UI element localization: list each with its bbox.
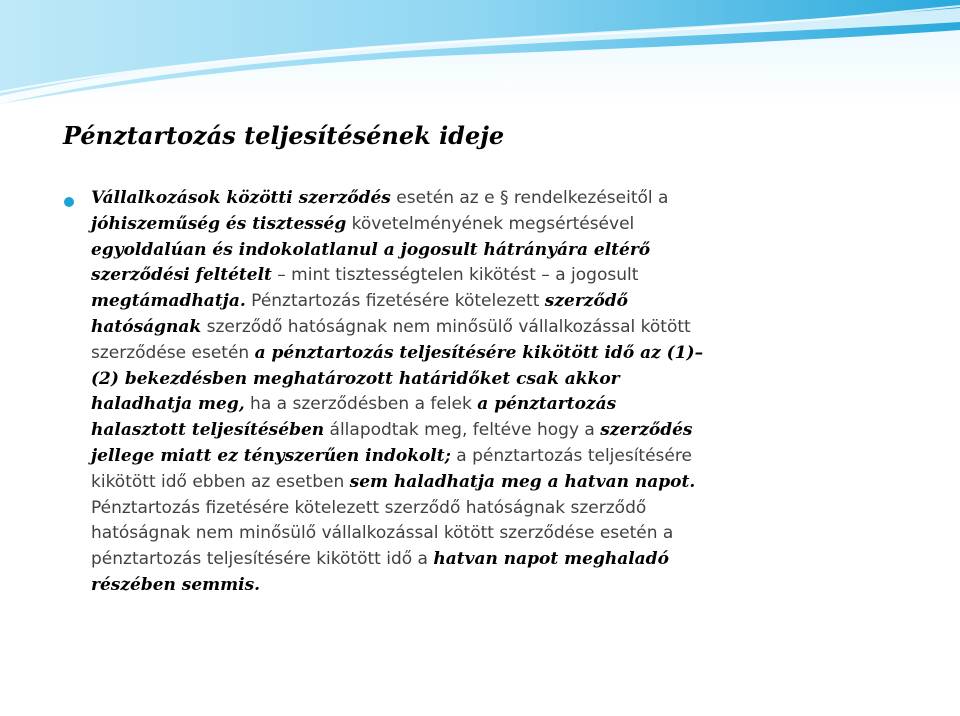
- emphasis-text: a pénztartozás: [477, 394, 617, 415]
- paragraph-line: [91, 496, 871, 522]
- header-banner-graphic: [0, 0, 960, 108]
- emphasis-text: jellege miatt ez tényszerűen indokolt;: [91, 445, 451, 466]
- emphasis-text: megtámadhatja.: [91, 291, 246, 312]
- body-text-run: kikötött idő ebben az esetben: [91, 471, 350, 492]
- paragraph-line: [91, 418, 871, 444]
- paragraph-line: [91, 470, 871, 496]
- paragraph-line: [91, 573, 871, 599]
- body-text-run: pénztartozás teljesítésére kikötött idő a: [91, 549, 434, 570]
- body-text-run: Pénztartozás fizetésére kötelezett: [245, 291, 545, 312]
- emphasis-text: szerződés: [600, 420, 693, 441]
- emphasis-text: hatóságnak: [91, 316, 202, 337]
- emphasis-text: jóhiszeműség és tisztesség: [91, 213, 347, 234]
- emphasis-text: Vállalkozások közötti szerződés: [91, 188, 391, 208]
- paragraph-line: [91, 212, 871, 238]
- paragraph-line: [91, 392, 871, 418]
- body-text-run: Pénztartozás fizetésére kötelezett szerződő hatóságnak szerződő: [91, 497, 647, 518]
- emphasis-text: a pénztartozás teljesítésére kikötött idő az (1)–: [254, 342, 704, 363]
- body-text-run: állapodtak meg, feltéve hogy a: [324, 420, 601, 441]
- emphasis-text: halasztott teljesítésében: [91, 420, 325, 441]
- paragraph-line: [91, 367, 871, 393]
- bullet-paragraph: [91, 186, 871, 599]
- paragraph-line: [91, 547, 871, 573]
- paragraph-line: [91, 238, 871, 264]
- body-text-run: követelményének megsértésével: [346, 213, 635, 234]
- paragraph-line: [91, 263, 871, 289]
- emphasis-text: hatvan napot meghaladó: [433, 549, 669, 570]
- emphasis-text: (2) bekezdésben meghatározott határidőket csak akkor: [91, 368, 620, 389]
- paragraph-line: [91, 186, 871, 212]
- emphasis-text: szerződő: [544, 291, 629, 312]
- body-text-run: szerződése esetén: [91, 342, 255, 363]
- body-text-run: – mint tisztességtelen kikötést – a jogosult: [271, 265, 639, 286]
- emphasis-text: egyoldalúan és indokolatlanul a jogosult hátrányára eltérő: [91, 239, 651, 260]
- paragraph-line: [91, 341, 871, 367]
- slide-title: Pénztartozás teljesítésének ideje: [63, 121, 505, 150]
- body-text-run: hatóságnak nem minősülő vállalkozással kötött szerződése esetén a: [91, 523, 674, 544]
- paragraph-line: [91, 289, 871, 315]
- paragraph-line: [91, 315, 871, 341]
- paragraph-line: [91, 521, 871, 547]
- body-text-run: ha a szerződésben a felek: [244, 394, 478, 415]
- emphasis-text: haladhatja meg,: [91, 394, 245, 415]
- body-text-run: szerződő hatóságnak nem minősülő vállalkozással kötött: [201, 316, 691, 337]
- body-text-run: esetén az e § rendelkezéseitől a: [390, 188, 669, 208]
- paragraph-line: [91, 444, 871, 470]
- bullet-icon: [64, 197, 74, 207]
- emphasis-text: részében semmis.: [91, 574, 261, 595]
- header-banner: [0, 0, 960, 108]
- emphasis-text: sem haladhatja meg a hatvan napot.: [349, 471, 696, 492]
- emphasis-text: szerződési feltételt: [91, 265, 272, 286]
- body-text-run: a pénztartozás teljesítésére: [450, 445, 692, 466]
